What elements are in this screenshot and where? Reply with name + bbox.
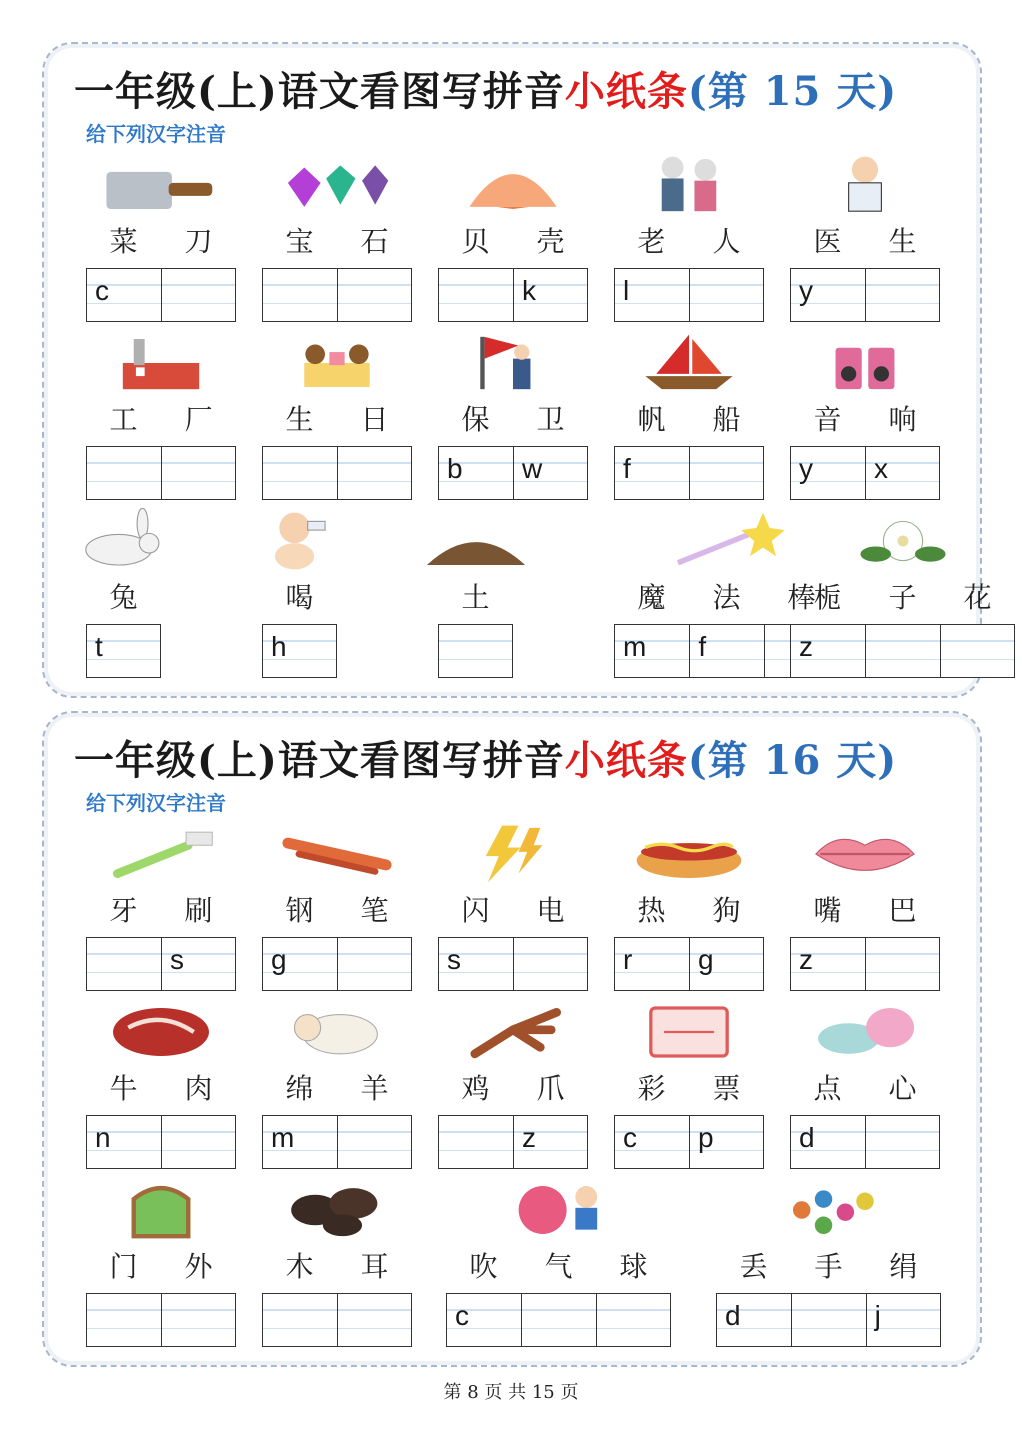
hanzi-label [262, 576, 337, 616]
pinyin-box[interactable] [337, 1116, 411, 1168]
hanzi-char: 工 [109, 403, 138, 436]
pinyin-box[interactable] [263, 1116, 337, 1168]
pinyin-hint: s [447, 944, 461, 975]
pinyin-box[interactable] [161, 1116, 235, 1168]
hanzi-char: 生 [285, 403, 314, 436]
worksheet-title: 一年级(上)语文看图写拼音小纸条(第 16 天) [74, 737, 898, 784]
pinyin-box[interactable] [791, 1294, 865, 1346]
gemstones-icon [277, 152, 397, 218]
hanzi-char: 兔 [109, 581, 138, 614]
hanzi-char: 老 [637, 225, 666, 258]
pinyin-box[interactable] [866, 1294, 940, 1346]
hanzi-char: 贝 [461, 225, 490, 258]
pinyin-box[interactable] [87, 1294, 161, 1346]
pinyin-writing-grid [438, 446, 588, 500]
hanzi-label [790, 889, 940, 929]
pinyin-box[interactable] [87, 625, 160, 677]
birthday-party-icon [277, 330, 397, 396]
pinyin-hint: s [170, 944, 184, 975]
pinyin-hint: c [95, 275, 109, 306]
hanzi-char: 刀 [184, 225, 213, 258]
balloon-icon [499, 1177, 619, 1243]
pinyin-writing-grid [614, 937, 764, 991]
pinyin-writing-grid [262, 1293, 412, 1347]
hanzi-char: 门 [109, 1250, 138, 1283]
hanzi-char: 心 [888, 1072, 917, 1105]
pinyin-box[interactable] [263, 625, 336, 677]
instruction-label: 给下列汉字注音 [86, 122, 226, 146]
pinyin-hint: d [725, 1300, 741, 1331]
doctor-icon [805, 152, 925, 218]
pinyin-hint: z [799, 944, 813, 975]
hanzi-char: 肉 [184, 1072, 213, 1105]
hanzi-label [86, 1067, 236, 1107]
hanzi-char: 羊 [360, 1072, 389, 1105]
hanzi-label [86, 576, 161, 616]
pinyin-hint: h [271, 631, 287, 662]
lips-icon [805, 821, 925, 887]
hanzi-char: 音 [813, 403, 842, 436]
pinyin-box[interactable] [439, 269, 513, 321]
instruction-label: 给下列汉字注音 [86, 791, 226, 815]
pinyin-hint: m [623, 631, 647, 662]
hanzi-char: 彩 [637, 1072, 666, 1105]
pinyin-writing-grid [262, 937, 412, 991]
hanzi-char: 子 [888, 581, 917, 614]
pinyin-box[interactable] [791, 269, 865, 321]
hanzi-label [262, 220, 412, 260]
hanzi-char: 船 [712, 403, 741, 436]
pinyin-hint: j [874, 1300, 881, 1331]
pinyin-box[interactable] [615, 938, 689, 990]
worksheet-day-16 [42, 711, 982, 1367]
pinyin-writing-grid [86, 1293, 236, 1347]
pinyin-box[interactable] [865, 625, 939, 677]
sheep-icon [277, 999, 397, 1065]
gardenia-flower-icon [843, 508, 963, 574]
pinyin-writing-grid [262, 624, 337, 678]
pinyin-writing-grid [438, 268, 588, 322]
pinyin-box[interactable] [513, 447, 587, 499]
worksheet-title: 一年级(上)语文看图写拼音小纸条(第 15 天) [74, 68, 898, 115]
pinyin-box[interactable] [689, 625, 763, 677]
hanzi-char: 狗 [712, 894, 741, 927]
pinyin-box[interactable] [161, 269, 235, 321]
hanzi-char: 厂 [184, 403, 213, 436]
pinyin-writing-grid [790, 1115, 940, 1169]
pinyin-writing-grid [614, 1115, 764, 1169]
hanzi-label [86, 220, 236, 260]
pinyin-box[interactable] [263, 447, 337, 499]
hanzi-label [438, 220, 588, 260]
pinyin-box[interactable] [689, 938, 763, 990]
pinyin-box[interactable] [689, 1116, 763, 1168]
hanzi-char: 气 [544, 1250, 573, 1283]
pinyin-box[interactable] [615, 625, 689, 677]
pinyin-box[interactable] [161, 447, 235, 499]
pinyin-box[interactable] [791, 938, 865, 990]
hanzi-char: 电 [536, 894, 565, 927]
pinyin-box[interactable] [337, 447, 411, 499]
children-game-icon [769, 1177, 889, 1243]
hanzi-char: 吹 [469, 1250, 498, 1283]
pinyin-box[interactable] [87, 269, 161, 321]
hanzi-char: 土 [461, 581, 490, 614]
pinyin-hint: t [95, 631, 103, 662]
pinyin-hint: g [271, 944, 287, 975]
pinyin-box[interactable] [865, 938, 939, 990]
hanzi-char: 巴 [888, 894, 917, 927]
pinyin-box[interactable] [940, 625, 1014, 677]
hanzi-label [86, 398, 236, 438]
beef-icon [101, 999, 221, 1065]
pinyin-box[interactable] [263, 938, 337, 990]
macaron-icon [805, 999, 925, 1065]
hanzi-char: 医 [813, 225, 842, 258]
hanzi-label [790, 576, 1015, 616]
hanzi-label [86, 889, 236, 929]
hanzi-char: 人 [712, 225, 741, 258]
pinyin-hint: x [874, 453, 888, 484]
pinyin-writing-grid [438, 937, 588, 991]
hanzi-char: 宝 [285, 225, 314, 258]
pinyin-hint: g [698, 944, 714, 975]
hanzi-char: 丢 [739, 1250, 768, 1283]
pinyin-box[interactable] [791, 625, 865, 677]
pinyin-hint: z [799, 631, 813, 662]
pinyin-writing-grid [262, 446, 412, 500]
hanzi-char: 石 [360, 225, 389, 258]
hanzi-char: 响 [888, 403, 917, 436]
pinyin-box[interactable] [596, 1294, 670, 1346]
toothbrush-icon [101, 821, 221, 887]
hanzi-char: 木 [285, 1250, 314, 1283]
speakers-icon [805, 330, 925, 396]
pinyin-hint: y [799, 453, 813, 484]
hanzi-label [790, 220, 940, 260]
pinyin-box[interactable] [161, 1294, 235, 1346]
hanzi-char: 笔 [360, 894, 389, 927]
pinyin-hint: w [522, 453, 543, 484]
hanzi-char: 保 [461, 403, 490, 436]
pinyin-writing-grid [790, 446, 940, 500]
hanzi-label [262, 1245, 412, 1285]
hanzi-char: 球 [619, 1250, 648, 1283]
hanzi-char: 牛 [109, 1072, 138, 1105]
cleaver-knife-icon [101, 152, 221, 218]
hanzi-char: 魔 [637, 581, 666, 614]
pinyin-hint: n [95, 1122, 111, 1153]
rabbit-icon [64, 508, 184, 574]
pinyin-box[interactable] [263, 269, 337, 321]
hanzi-char: 手 [814, 1250, 843, 1283]
hanzi-char: 卫 [536, 403, 565, 436]
pinyin-hint: d [799, 1122, 815, 1153]
hanzi-char: 闪 [461, 894, 490, 927]
pinyin-writing-grid [86, 446, 236, 500]
pinyin-box[interactable] [513, 1116, 587, 1168]
pinyin-box[interactable] [615, 447, 689, 499]
hanzi-label [438, 398, 588, 438]
pinyin-box[interactable] [689, 447, 763, 499]
door-icon [101, 1177, 221, 1243]
fountain-pen-icon [277, 821, 397, 887]
magic-wand-icon [667, 508, 787, 574]
hanzi-label [614, 398, 764, 438]
pinyin-box[interactable] [513, 938, 587, 990]
chicken-feet-icon [453, 999, 573, 1065]
hot-dog-icon [629, 821, 749, 887]
pinyin-box[interactable] [791, 447, 865, 499]
pinyin-writing-grid [614, 268, 764, 322]
soldiers-flag-icon [453, 330, 573, 396]
hanzi-char: 菜 [109, 225, 138, 258]
hanzi-label [790, 1067, 940, 1107]
page-footer: 第 8 页 共 15 页 [443, 1382, 579, 1403]
pinyin-box[interactable] [615, 269, 689, 321]
pinyin-writing-grid [86, 937, 236, 991]
pinyin-hint: l [623, 275, 630, 306]
soil-pile-icon [416, 508, 536, 574]
pinyin-box[interactable] [439, 938, 513, 990]
hanzi-char: 耳 [360, 1250, 389, 1283]
pinyin-hint: f [698, 631, 707, 662]
pinyin-box[interactable] [337, 269, 411, 321]
hanzi-char: 外 [184, 1250, 213, 1283]
lottery-ticket-icon [629, 999, 749, 1065]
sailing-ship-icon [629, 330, 749, 396]
pinyin-writing-grid [86, 624, 161, 678]
seashell-icon [453, 152, 573, 218]
hanzi-label [790, 398, 940, 438]
pinyin-box[interactable] [447, 1294, 521, 1346]
pinyin-writing-grid [262, 1115, 412, 1169]
pinyin-hint: c [455, 1300, 469, 1331]
wood-ear-fungus-icon [277, 1177, 397, 1243]
pinyin-box[interactable] [865, 447, 939, 499]
hanzi-label [262, 889, 412, 929]
hanzi-char: 帆 [637, 403, 666, 436]
pinyin-box[interactable] [337, 1294, 411, 1346]
hanzi-char: 棒 [787, 581, 816, 614]
pinyin-box[interactable] [865, 1116, 939, 1168]
pinyin-box[interactable] [87, 1116, 161, 1168]
pinyin-hint: z [522, 1122, 536, 1153]
hanzi-char: 法 [712, 581, 741, 614]
hanzi-label [438, 576, 513, 616]
pinyin-box[interactable] [337, 938, 411, 990]
hanzi-char: 鸡 [461, 1072, 490, 1105]
pinyin-writing-grid [446, 1293, 671, 1347]
hanzi-label [716, 1245, 941, 1285]
hanzi-char: 壳 [536, 225, 565, 258]
pinyin-box[interactable] [439, 1116, 513, 1168]
pinyin-hint: c [623, 1122, 637, 1153]
pinyin-box[interactable] [521, 1294, 595, 1346]
pinyin-box[interactable] [263, 1294, 337, 1346]
hanzi-label [614, 220, 764, 260]
hanzi-label [446, 1245, 671, 1285]
pinyin-writing-grid [716, 1293, 941, 1347]
hanzi-char: 票 [712, 1072, 741, 1105]
pinyin-box[interactable] [717, 1294, 791, 1346]
hanzi-char: 绢 [889, 1250, 918, 1283]
hanzi-char: 生 [888, 225, 917, 258]
hanzi-label [614, 1067, 764, 1107]
pinyin-box[interactable] [439, 447, 513, 499]
pinyin-hint: p [698, 1122, 714, 1153]
hanzi-label [262, 398, 412, 438]
pinyin-writing-grid [438, 624, 513, 678]
hanzi-char: 嘴 [813, 894, 842, 927]
pinyin-writing-grid [86, 268, 236, 322]
factory-icon [101, 330, 221, 396]
hanzi-char: 刷 [184, 894, 213, 927]
pinyin-hint: k [522, 275, 536, 306]
pinyin-hint: b [447, 453, 463, 484]
pinyin-box[interactable] [513, 269, 587, 321]
pinyin-writing-grid [438, 1115, 588, 1169]
pinyin-box[interactable] [689, 269, 763, 321]
pinyin-box[interactable] [865, 269, 939, 321]
hanzi-char: 爪 [536, 1072, 565, 1105]
pinyin-writing-grid [790, 624, 1015, 678]
pinyin-box[interactable] [615, 1116, 689, 1168]
pinyin-writing-grid [86, 1115, 236, 1169]
pinyin-writing-grid [262, 268, 412, 322]
hanzi-char: 日 [360, 403, 389, 436]
pinyin-box[interactable] [439, 625, 512, 677]
hanzi-label [262, 1067, 412, 1107]
pinyin-box[interactable] [87, 938, 161, 990]
lightning-icon [453, 821, 573, 887]
baby-drinking-icon [240, 508, 360, 574]
pinyin-hint: r [623, 944, 633, 975]
pinyin-writing-grid [790, 937, 940, 991]
pinyin-box[interactable] [161, 938, 235, 990]
hanzi-char: 花 [963, 581, 992, 614]
worksheet-day-15 [42, 42, 992, 698]
hanzi-char: 喝 [285, 581, 314, 614]
hanzi-char: 栀 [813, 581, 842, 614]
elderly-couple-icon [629, 152, 749, 218]
pinyin-box[interactable] [791, 1116, 865, 1168]
pinyin-hint: m [271, 1122, 295, 1153]
hanzi-label [438, 1067, 588, 1107]
hanzi-label [86, 1245, 236, 1285]
pinyin-box[interactable] [87, 447, 161, 499]
pinyin-hint: y [799, 275, 813, 306]
hanzi-label [614, 889, 764, 929]
hanzi-char: 绵 [285, 1072, 314, 1105]
hanzi-char: 热 [637, 894, 666, 927]
hanzi-char: 点 [813, 1072, 842, 1105]
pinyin-hint: f [623, 453, 631, 484]
pinyin-writing-grid [790, 268, 940, 322]
hanzi-label [438, 889, 588, 929]
hanzi-char: 钢 [285, 894, 314, 927]
hanzi-char: 牙 [109, 894, 138, 927]
pinyin-writing-grid [614, 446, 764, 500]
